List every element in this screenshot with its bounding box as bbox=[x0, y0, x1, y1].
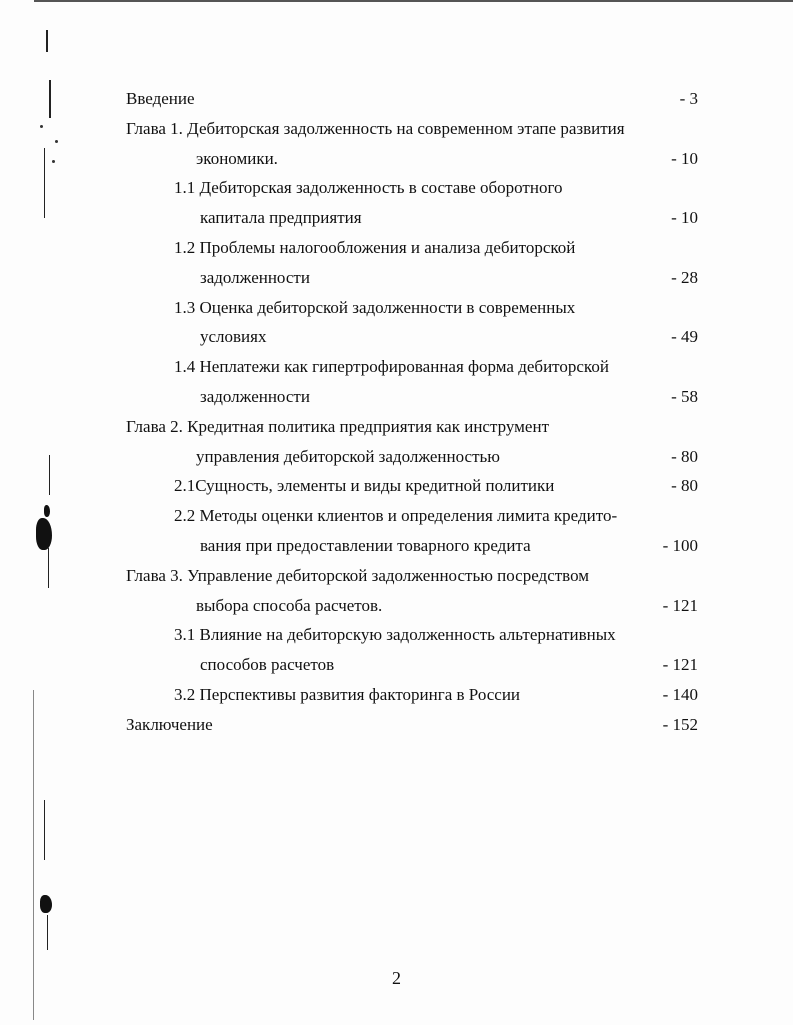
scan-artifact bbox=[47, 915, 48, 950]
page-number: 2 bbox=[392, 968, 401, 988]
toc-entry bbox=[126, 322, 698, 352]
toc-entry-page: - 28 bbox=[671, 267, 698, 287]
toc-entry-title: 3.2 Перспективы развития факторинга в России bbox=[174, 684, 521, 704]
toc-entry-title: вания при предоставлении товарного кредита bbox=[200, 535, 531, 555]
scan-artifact bbox=[40, 125, 43, 128]
toc-entry-title: условиях bbox=[200, 327, 267, 347]
toc-entry bbox=[126, 620, 698, 650]
toc-entry-page: - 121 bbox=[662, 595, 698, 615]
toc-entry bbox=[126, 263, 698, 293]
toc-entry-page: - 3 bbox=[679, 89, 698, 108]
toc-entry bbox=[126, 144, 698, 174]
toc-entry bbox=[126, 233, 698, 263]
toc-entry-title: 1.3 Оценка дебиторской задолженности в современных bbox=[174, 297, 576, 317]
toc-entry-page: - 58 bbox=[671, 386, 698, 406]
table-of-contents bbox=[126, 84, 698, 740]
toc-entry bbox=[126, 680, 698, 710]
toc-entry-page: - 100 bbox=[662, 535, 698, 555]
toc-entry-title: Заключение bbox=[126, 714, 213, 734]
toc-entry bbox=[126, 412, 698, 442]
toc-entry bbox=[126, 471, 698, 501]
toc-entry bbox=[126, 531, 698, 561]
toc-entry-title: капитала предприятия bbox=[200, 208, 362, 228]
toc-entry bbox=[126, 710, 698, 740]
scan-artifact bbox=[46, 30, 48, 52]
scan-border-line bbox=[34, 0, 793, 2]
toc-entry bbox=[126, 561, 698, 591]
scan-artifact bbox=[55, 140, 58, 143]
toc-entry-title: Введение bbox=[126, 89, 195, 108]
scan-artifact bbox=[36, 518, 52, 550]
scan-artifact bbox=[44, 800, 45, 860]
toc-entry bbox=[126, 293, 698, 323]
toc-entry-page: - 49 bbox=[671, 327, 698, 347]
scan-artifact bbox=[52, 160, 55, 163]
toc-entry-title: Глава 1. Дебиторская задолженность на современном этапе развития bbox=[126, 118, 625, 138]
scan-artifact bbox=[49, 455, 50, 495]
scan-artifact bbox=[49, 80, 51, 118]
toc-entry bbox=[126, 442, 698, 472]
toc-entry-title: способов расчетов bbox=[200, 655, 335, 675]
toc-entry-title: 1.4 Неплатежи как гипертрофированная форма дебиторской bbox=[174, 357, 609, 377]
toc-entry-page: - 80 bbox=[671, 476, 698, 496]
scan-artifact bbox=[44, 148, 45, 218]
toc-entry-title: 1.2 Проблемы налогообложения и анализа дебиторской bbox=[174, 237, 576, 257]
toc-entry-page: - 140 bbox=[662, 684, 698, 704]
toc-entry bbox=[126, 203, 698, 233]
toc-entry bbox=[126, 352, 698, 382]
toc-entry-title: выбора способа расчетов. bbox=[196, 595, 383, 615]
toc-entry-title: экономики. bbox=[196, 148, 278, 168]
scan-artifact bbox=[48, 548, 49, 588]
toc-entry bbox=[126, 501, 698, 531]
toc-entry-title: Глава 3. Управление дебиторской задолженностью посредством bbox=[126, 565, 590, 585]
toc-entry bbox=[126, 591, 698, 621]
toc-entry-title: Глава 2. Кредитная политика предприятия как инструмент bbox=[126, 416, 549, 436]
toc-entry-title: управления дебиторской задолженностью bbox=[196, 446, 500, 466]
toc-entry-title: 2.1Сущность, элементы и виды кредитной политики bbox=[174, 476, 555, 496]
toc-entry-title: 2.2 Методы оценки клиентов и определения лимита кредито- bbox=[174, 506, 618, 526]
toc-entry-page: - 10 bbox=[671, 148, 698, 168]
toc-entry-title: 3.1 Влияние на дебиторскую задолженность альтернативных bbox=[174, 625, 616, 645]
scan-artifact bbox=[40, 895, 52, 913]
toc-entry-title: задолженности bbox=[200, 267, 310, 287]
toc-entry-page: - 80 bbox=[671, 446, 698, 466]
toc-entry bbox=[126, 84, 698, 114]
toc-entry bbox=[126, 650, 698, 680]
toc-entry bbox=[126, 114, 698, 144]
toc-entry bbox=[126, 382, 698, 412]
toc-entry bbox=[126, 173, 698, 203]
scan-artifact bbox=[44, 505, 50, 517]
toc-entry-page: - 10 bbox=[671, 208, 698, 228]
toc-entry-page: - 152 bbox=[662, 714, 698, 734]
toc-entry-title: задолженности bbox=[200, 386, 310, 406]
toc-entry-page: - 121 bbox=[662, 655, 698, 675]
toc-entry-title: 1.1 Дебиторская задолженность в составе оборотного bbox=[174, 178, 563, 198]
